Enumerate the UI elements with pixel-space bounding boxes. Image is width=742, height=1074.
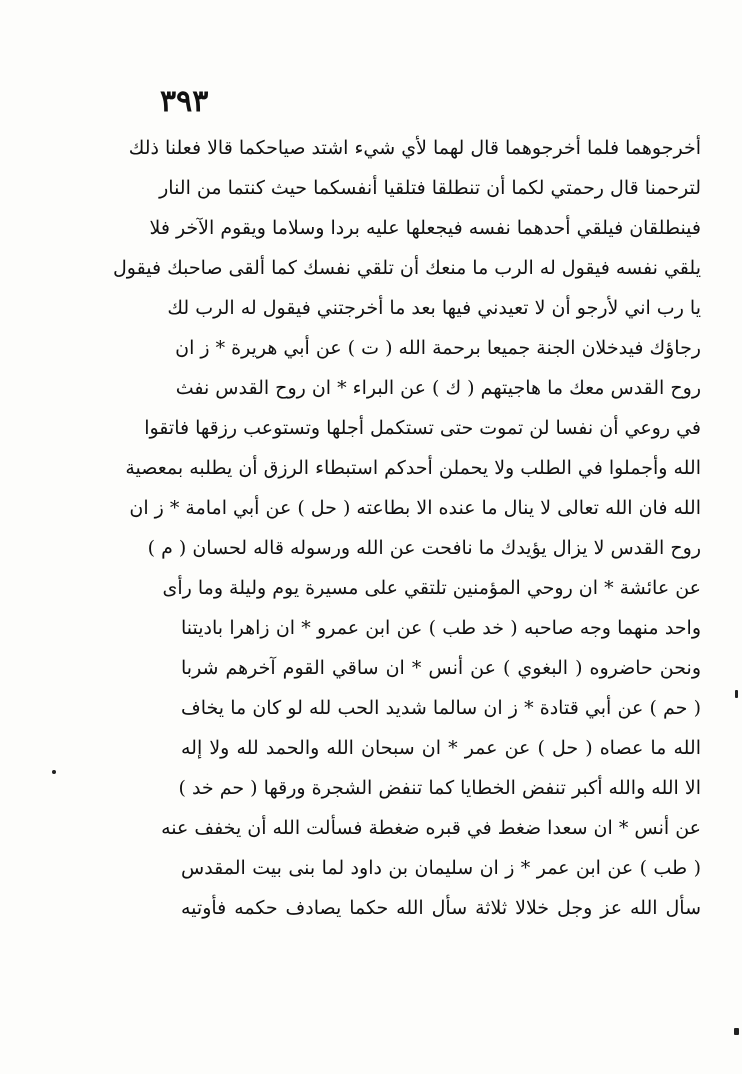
text-line: أخرجوهما فلما أخرجوهما قال لهما لأي شيء اشتد صياحكما قالا فعلنا ذلك [128, 137, 701, 159]
text-line: عن عائشة * ان روحي المؤمنين تلتقي على مسيرة يوم وليلة وما رأى [162, 577, 701, 599]
text-line: ( طب ) عن ابن عمر * ز ان سليمان بن داود لما بنى بيت المقدس [181, 857, 701, 879]
text-line: عن أنس * ان سعدا ضغط في قبره ضغطة فسألت الله أن يخفف عنه [161, 817, 701, 839]
text-line: لترحمنا قال رحمتي لكما أن تنطلقا فتلقيا أنفسكما حيث كنتما من النار [159, 177, 701, 199]
text-line: الله ما عصاه ( حل ) عن عمر * ان سبحان الله والحمد لله ولا إله [181, 737, 701, 759]
scan-speck [735, 690, 738, 698]
text-line: يا رب اني لأرجو أن لا تعيدني فيها بعد ما أخرجتني فيقول له الرب لك [167, 297, 701, 319]
text-line: سأل الله عز وجل خلالا ثلاثة سأل الله حكما يصادف حكمه فأوتيه [181, 897, 701, 919]
text-line: الا الله والله أكبر تنفض الخطايا كما تنفض الشجرة ورقها ( حم خد ) [178, 777, 701, 799]
text-line: روح القدس لا يزال يؤيدك ما نافحت عن الله ورسوله قاله لحسان ( م ) [147, 537, 701, 559]
text-line: رجاؤك فيدخلان الجنة جميعا برحمة الله ( ت ) عن أبي هريرة * ز ان [175, 337, 701, 359]
page-number: ٣٩٣ [160, 84, 209, 119]
text-line: ( حم ) عن أبي قتادة * ز ان سالما شديد الحب لله لو كان ما يخاف [181, 697, 701, 719]
scan-speck [52, 770, 56, 774]
text-line: ونحن حاضروه ( البغوي ) عن أنس * ان ساقي القوم آخرهم شربا [181, 657, 701, 679]
text-line: يلقي نفسه فيقول له الرب ما منعك أن تلقي نفسك كما ألقى صاحبك فيقول [112, 257, 701, 279]
text-line: الله وأجملوا في الطلب ولا يحملن أحدكم استبطاء الرزق أن يطلبه بمعصية [125, 457, 701, 479]
text-line: روح القدس معك ما هاجيتهم ( ك ) عن البراء * ان روح القدس نفث [175, 377, 701, 399]
text-line: واحد منهما وجه صاحبه ( خد طب ) عن ابن عمرو * ان زاهرا باديتنا [181, 617, 701, 639]
text-line: في روعي أن نفسا لن تموت حتى تستكمل أجلها وتستوعب رزقها فاتقوا [144, 417, 701, 439]
text-line: فينطلقان فيلقي أحدهما نفسه فيجعلها عليه بردا وسلاما ويقوم الآخر فلا [149, 217, 701, 239]
text-line: الله فان الله تعالى لا ينال ما عنده الا بطاعته ( حل ) عن أبي امامة * ز ان [129, 497, 701, 519]
scan-speck [734, 1028, 739, 1035]
